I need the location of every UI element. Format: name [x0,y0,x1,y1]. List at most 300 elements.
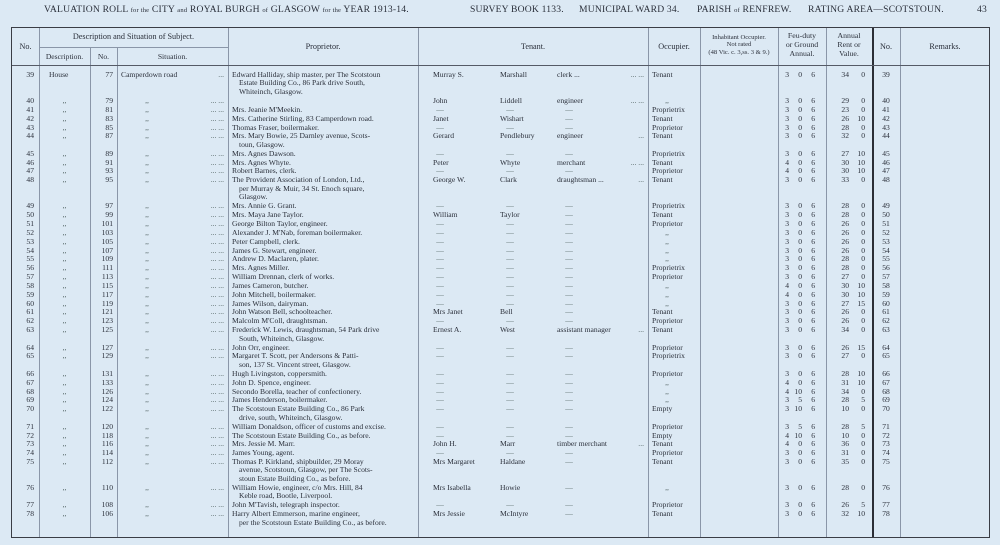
occupier: Proprietor [652,448,683,458]
situation-dots: ... ... [210,96,224,105]
feu-pounds: 3 [785,457,789,466]
feu-pounds: 3 [785,96,789,105]
tenant-first-name: — [436,395,444,405]
house-number: 126 [101,386,113,396]
row-number-right: 78 [882,509,890,519]
feu-pounds: 3 [785,70,789,79]
proprietor [232,150,418,158]
tenant-surname: Bell [500,307,513,317]
feu-pounds: 3 [785,201,789,211]
row-number-right: 74 [882,448,890,458]
feu-pounds: 3 [785,404,789,414]
situation-dots: ... ... [210,421,224,431]
feu-pounds: 3 [785,245,789,255]
tenant-surname: — [506,272,514,281]
tenant-occupation: clerk ... [557,70,580,79]
description: ,, [62,457,67,466]
feu-pounds: 4 [785,157,789,167]
tenant-surname: — [506,122,514,132]
feu-pounds: 3 [785,254,789,264]
row-number-right: 59 [882,289,890,299]
situation: ,, [145,307,149,317]
house-number: 113 [101,272,113,281]
situation-dots: ... ... [210,175,224,185]
parish-part: RENFREW. [742,4,792,15]
proprietor-line: Alexander J. M'Nab, foreman boilermaker. [232,227,363,237]
house-number: 105 [101,236,113,246]
row-number-right: 71 [882,421,890,431]
feu-shillings: 0 [798,122,802,132]
rent-pounds: 23 [841,104,849,114]
proprietor-line: James Cameron, butcher. [232,280,309,290]
feu-shillings: 0 [798,272,802,281]
house-number: 106 [101,509,113,519]
tenant-occupation: — [565,254,573,264]
description: ,, [62,263,67,273]
tenant-occupation: — [565,500,573,510]
feu-pence: 6 [811,404,815,414]
feu-pounds: 4 [785,430,789,440]
tenant-surname: — [506,245,514,255]
house-number: 108 [101,500,113,510]
feu-pence: 6 [811,448,815,458]
rent-shillings: 0 [861,236,865,246]
situation-dots: ... ... [210,500,224,510]
rent-pounds: 28 [841,254,849,264]
tenant-occupation: — [565,272,573,281]
situation-dots: ... ... [210,254,224,264]
row-number: 54 [26,245,34,255]
situation-dots: ... ... [210,395,224,405]
row-number-right: 41 [882,104,890,114]
feu-line: Annual. [789,49,815,58]
proprietor-line: Edward Halliday, ship master, per The Scotstoun [232,70,381,79]
situation-dots: ... ... [210,227,224,237]
rent-shillings: 10 [857,148,865,158]
header-divider [12,65,989,66]
house-number: 125 [101,325,113,335]
feu-shillings: 0 [798,227,802,237]
rent-shillings: 0 [861,245,865,255]
proprietor-line: The Scotstoun Estate Building Co., as before. [232,430,371,440]
row-number: 76 [26,483,34,492]
rent-shillings: 15 [857,342,865,352]
roll-title [44,4,409,15]
situation-dots: ... [218,70,224,79]
situation: ,, [145,457,149,466]
tenant-surname: — [506,289,514,299]
rent-shillings: 0 [861,457,865,466]
feu-pounds: 3 [785,131,789,141]
feu-pence: 6 [811,307,815,317]
feu-shillings: 0 [798,175,802,185]
proprietor [232,484,418,501]
row-number-right: 55 [882,254,890,264]
house-number: 122 [101,404,113,414]
proprietor [232,458,418,483]
tenant-occupation: — [565,404,573,414]
description: ,, [62,227,67,237]
tenant-surname: — [506,298,514,308]
occupier: ,, [665,236,669,246]
feu-pence: 6 [811,236,815,246]
feu-shillings: 0 [798,218,802,228]
feu-shillings: 0 [798,342,802,352]
feu-pounds: 3 [785,421,789,431]
rent-shillings: 0 [861,351,865,361]
proprietor-line: Peter Campbell, clerk. [232,236,300,246]
row-number: 46 [26,157,34,167]
row-number-right: 46 [882,157,890,167]
proprietor-line: The Provident Association of London, Ltd., [232,175,365,185]
feu-pounds: 3 [785,342,789,352]
rent-shillings: 0 [861,439,865,449]
feu-shillings: 0 [798,104,802,114]
feu-pounds: 3 [785,113,789,123]
house-number: 99 [105,210,113,220]
feu-pence: 6 [811,263,815,273]
tenant-surname: Taylor [500,210,520,220]
tenant-occupation: — [565,245,573,255]
situation: ,, [145,96,149,105]
rent-pounds: 36 [841,439,849,449]
house-number: 93 [105,166,113,176]
occupier: ,, [665,483,669,492]
rent-pounds: 34 [841,70,849,79]
parish-part: PARISH [697,4,732,15]
feu-pence: 6 [811,104,815,114]
row-number: 55 [26,254,34,264]
feu-pounds: 3 [785,483,789,492]
row-number-right: 68 [882,386,890,396]
rent-shillings: 0 [861,307,865,317]
feu-pounds: 4 [785,377,789,387]
tenant-surname: — [506,395,514,405]
occupier: Tenant [652,175,673,185]
tenant-occupation: — [565,377,573,387]
situation: ,, [145,325,149,335]
row-number-right: 49 [882,201,890,211]
situation: ,, [145,166,149,176]
rent-shillings: 0 [861,254,865,264]
situation: ,, [145,157,149,167]
tenant-surname: — [506,386,514,396]
rent-pounds: 30 [841,289,849,299]
feu-pence: 6 [811,386,815,396]
proprietor [232,510,418,527]
row-number: 68 [26,386,34,396]
row-number: 43 [26,122,34,132]
description: ,, [62,439,67,449]
row-number: 53 [26,236,34,246]
feu-pence: 6 [811,351,815,361]
feu-shillings: 0 [798,157,802,167]
tenant-first-name: John [433,96,448,105]
row-number: 66 [26,368,34,378]
row-number: 56 [26,263,34,273]
row-number-right: 67 [882,377,890,387]
tenant-surname: McIntyre [500,509,529,519]
situation: Camperdown road [121,70,178,79]
inhabitant-line: (48 Vic. c. 3,ss. 3 & 9.) [708,48,770,56]
occupier: Tenant [652,307,673,317]
proprietor-line: Keble road, Bootle, Liverpool. [239,491,333,501]
row-number-right: 63 [882,325,890,335]
description: ,, [62,96,67,105]
feu-pence: 6 [811,210,815,220]
tenant-occupation: — [565,201,573,211]
proprietor-line: William Howie, engineer, c/o Mrs. Hill, 84 [232,483,363,492]
situation-dots: ... ... [210,342,224,352]
tenant-occupation: — [565,368,573,378]
occupier: Proprietrix [652,104,685,114]
tenant-first-name: — [436,227,444,237]
tenant-surname: Marshall [500,70,527,79]
situation: ,, [145,254,149,264]
valuation-table [11,27,990,538]
row-number-right: 52 [882,227,890,237]
row-number-right: 45 [882,148,890,158]
row-number: 71 [26,421,34,431]
tenant-first-name: — [436,404,444,414]
rent-pounds: 27 [841,351,849,361]
feu-pence: 6 [811,113,815,123]
feu-pence: 6 [811,122,815,132]
proprietor-line: avenue, Scotstoun, Glasgow, per The Scots- [239,465,373,475]
occupier: Tenant [652,325,673,335]
tenant-first-name: — [436,500,444,510]
description: ,, [62,210,67,220]
description: ,, [62,131,67,141]
situation: ,, [145,316,149,326]
rent-shillings: 5 [861,500,865,510]
feu-pence: 6 [811,166,815,176]
rent-shillings: 0 [861,325,865,335]
feu-pence: 6 [811,316,815,326]
proprietor-line: Robert Barnes, clerk. [232,166,297,176]
proprietor [232,352,418,369]
tenant-first-name: Mrs Jessie [433,509,465,519]
tenant-dots: ... [638,325,644,335]
tenant-first-name: Mrs Janet [433,307,463,317]
parish [697,4,791,15]
tenant-dots: ... [638,131,644,141]
proprietor [232,326,418,343]
tenant-first-name: — [436,272,444,281]
tenant-first-name: — [436,298,444,308]
feu-pounds: 4 [785,166,789,176]
feu-line: or Ground [785,40,819,49]
feu-pence: 6 [811,289,815,299]
title-part: for the [322,7,342,14]
occupier: Proprietor [652,500,683,510]
proprietor-line: per the Scotstoun Estate Building Co., as before. [239,517,387,527]
row-number: 51 [26,218,34,228]
tenant-first-name: — [436,448,444,458]
feu-pounds: 3 [785,122,789,132]
row-number: 77 [26,500,34,510]
col-divider [900,28,901,537]
proprietor-line: South, Whiteinch, Glasgow. [239,333,325,343]
feu-shillings: 0 [798,148,802,158]
situation-dots: ... ... [210,307,224,317]
title-part: and [177,7,188,14]
col-header-feu-duty [778,31,826,58]
tenant-first-name: — [436,368,444,378]
rent-pounds: 28 [841,263,849,273]
feu-pence: 6 [811,395,815,405]
situation: ,, [145,439,149,449]
feu-shillings: 10 [794,430,802,440]
row-number-right: 57 [882,272,890,281]
feu-pounds: 3 [785,263,789,273]
tenant-occupation: — [565,166,573,176]
tenant-occupation: — [565,263,573,273]
description: ,, [62,448,67,458]
situation: ,, [145,421,149,431]
tenant-surname: Pendlebury [500,131,535,141]
feu-shillings: 0 [798,377,802,387]
tenant-surname: — [506,148,514,158]
feu-shillings: 0 [798,166,802,176]
tenant-first-name: — [436,386,444,396]
situation-dots: ... ... [210,325,224,335]
col-header-description: Description. [45,52,84,61]
rent-shillings: 0 [861,122,865,132]
proprietor [232,115,418,123]
row-number: 63 [26,325,34,335]
feu-shillings: 0 [798,96,802,105]
row-number-right: 70 [882,404,890,414]
occupier: Tenant [652,131,673,141]
rent-pounds: 32 [841,131,849,141]
feu-pence: 6 [811,157,815,167]
description: ,, [62,148,67,158]
rent-pounds: 26 [841,316,849,326]
situation: ,, [145,280,149,290]
row-number-right: 62 [882,316,890,326]
row-number: 44 [26,131,34,141]
row-number: 75 [26,457,34,466]
feu-shillings: 0 [798,210,802,220]
tenant-surname: Haldane [500,457,526,466]
situation-dots: ... ... [210,404,224,414]
feu-shillings: 0 [798,289,802,299]
col-header-occupier: Occupier. [658,42,690,51]
rent-shillings: 0 [861,131,865,141]
rent-pounds: 28 [841,483,849,492]
feu-shillings: 0 [798,457,802,466]
tenant-surname: — [506,254,514,264]
col-header-remarks: Remarks. [929,42,961,51]
description: ,, [62,483,67,492]
rent-shillings: 0 [861,386,865,396]
occupier: Tenant [652,457,673,466]
house-number: 121 [101,307,113,317]
rent-pounds: 31 [841,377,849,387]
proprietor [232,132,418,149]
feu-pence: 6 [811,254,815,264]
tenant-surname: — [506,368,514,378]
title-part: YEAR 1913-14. [343,4,409,15]
tenant-occupation: engineer [557,131,584,141]
occupier: Proprietor [652,342,683,352]
rent-line: Rent or [837,40,861,49]
row-number-right: 61 [882,307,890,317]
col-header-tenant: Tenant. [520,42,546,51]
feu-pence: 6 [811,175,815,185]
tenant-occupation: — [565,395,573,405]
col-header-rent [826,31,872,58]
tenant-first-name: — [436,316,444,326]
situation-dots: ... ... [210,113,224,123]
tenant-occupation: — [565,289,573,299]
row-number: 61 [26,307,34,317]
feu-pence: 6 [811,218,815,228]
inhabitant-line: Not rated [726,41,752,49]
situation: ,, [145,175,149,185]
tenant-first-name: John H. [433,439,457,449]
situation: ,, [145,148,149,158]
situation: ,, [145,448,149,458]
row-number-right: 51 [882,218,890,228]
row-divider [39,47,228,48]
occupier: ,, [665,280,669,290]
situation-dots: ... ... [210,166,224,176]
situation: ,, [145,386,149,396]
description: ,, [62,325,67,335]
proprietor-line: Glasgow. [239,192,268,202]
house-number: 107 [101,245,113,255]
occupier: ,, [665,386,669,396]
col-header-number: No. [97,52,110,61]
proprietor-line: Harry Albert Emmerson, marine engineer, [232,509,360,519]
description: ,, [62,218,67,228]
rent-pounds: 34 [841,386,849,396]
tenant-first-name: — [436,201,444,211]
tenant-surname: — [506,236,514,246]
occupier: Proprietrix [652,148,685,158]
situation-dots: ... ... [210,509,224,519]
row-number: 74 [26,448,34,458]
feu-shillings: 0 [798,439,802,449]
proprietor-line: Margaret T. Scott, per Andersons & Patti- [232,351,359,361]
feu-shillings: 0 [798,113,802,123]
tenant-surname: — [506,342,514,352]
description: ,, [62,289,67,299]
tenant-occupation: — [565,113,573,123]
row-number-right: 72 [882,430,890,440]
row-number: 78 [26,509,34,519]
house-number: 110 [101,483,113,492]
rent-pounds: 35 [841,457,849,466]
feu-pounds: 4 [785,280,789,290]
situation: ,, [145,404,149,414]
proprietor-line: James Henderson, boilermaker. [232,395,328,405]
tenant-occupation: — [565,227,573,237]
occupier: ,, [665,298,669,308]
tenant-first-name: — [436,430,444,440]
feu-pounds: 3 [785,210,789,220]
row-number: 69 [26,395,34,405]
situation: ,, [145,509,149,519]
feu-shillings: 0 [798,500,802,510]
situation: ,, [145,500,149,510]
col-divider [648,28,649,537]
feu-pence: 6 [811,227,815,237]
rent-shillings: 0 [861,175,865,185]
rent-pounds: 33 [841,175,849,185]
